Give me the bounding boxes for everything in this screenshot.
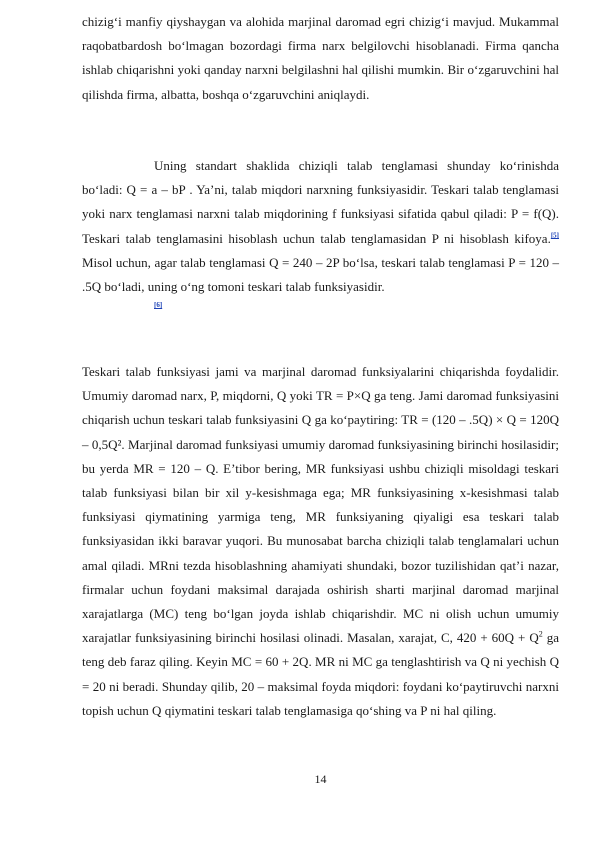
- paragraph-demand-text-b: Misol uchun, agar talab tenglamasi Q = 240 – 2P bo‘lsa, teskari talab tenglamasi P = 120 – .5Q bo‘ladi, uning o‘ng tomoni teskari talab funksiyasidir.: [82, 254, 559, 295]
- page-number: 14: [314, 772, 327, 786]
- document-page: [82, 0, 559, 842]
- footnote-link-5[interactable]: [5]: [550, 231, 559, 240]
- paragraph-inverse-text-b: ga teng deb faraz qiling. Keyin MC = 60 + 2Q. MR ni MC ga tenglashtirish va Q ni yechish Q = 20 ni beradi. Shunday qilib, 20 – maksimal foyda miqdori: foydani ko‘paytiruvchi narxni topish uchun Q qiymatini teskari talab tenglamasiga qo‘shing va P ni hal qiling.: [82, 630, 559, 718]
- superscript-square: 2: [538, 629, 543, 639]
- paragraph-inverse-text-a: Teskari talab funksiyasi jami va marjinal daromad funksiyalarini chiqarishda foydalidir. Umumiy daromad narx, P, miqdorni, Q yoki TR = P×Q ga teng. Jami daromad funksiyasini chiqarish uchun teskari talab funksiyasini Q ga ko‘paytiring: TR = (120 – .5Q) × Q = 120Q – 0,5Q². Marjinal daromad funksiyasi umumiy daromad funksiyasining birinchi hosilasidir; bu yerda MR = 120 – Q. E’tibor bering, MR funksiyasi ushbu chiziqli misoldagi teskari talab funksiyasi bilan bir xil y-kesishmaga ega; MR funksiyasining x-kesishmasi talab funksiyasi qiymatining yarmiga teng, MR funksiyaning qiyaligi esa teskari talab funksiyasidan ikki baravar yuqori. Bu munosabat barcha chiziqli talab tenglamalari uchun amal qiladi. MRni tezda hisoblashning ahamiyati shundaki, bozor tuzilishidan qat’i nazar, firmalar uchun foydani maksimal darajada oshirish sharti marjinal daromad marjinal xarajatlarga (MC) teng bo‘lgan joyda ishlab chiqarishdir. MC ni olish uchun umumiy xarajatlar funksiyasining birinchi hosilasi olinadi. Masalan, xarajat, C, 420 + 60Q + Q: [82, 364, 559, 646]
- paragraph-demand-text-a: Uning standart shaklida chiziqli talab tenglamasi shunday ko‘rinishda bo‘ladi: Q = a – bP . Ya’ni, talab miqdori narxning funksiyasidir. Teskari talab tenglamasi yoki narx tenglamasi narxni talab miqdorining f funksiyasi sifatida qabul qiladi: P = f(Q). Teskari talab tenglamasini hisoblash uchun talab tenglamasidan P ni hisoblash kifoya.: [82, 158, 559, 246]
- paragraph-intro: chizig‘i manfiy qiyshaygan va alohida marjinal daromad egri chizig‘i mavjud. Mukammal raqobatbardosh bo‘lmagan bozordagi firma narx belgilovchi hisoblanadi. Firma qancha ishlab chiqarishni yoki qanday narxni belgilashni hal qilishi mumkin. Bir o‘zgaruvchini hal qilishda firma, albatta, boshqa o‘zgaruvchini aniqlaydi.: [82, 14, 559, 102]
- paragraph-demand-equation: [82, 154, 559, 311]
- paragraph-inverse-demand: [82, 360, 559, 723]
- footnote-link-6[interactable]: [6]: [154, 301, 163, 310]
